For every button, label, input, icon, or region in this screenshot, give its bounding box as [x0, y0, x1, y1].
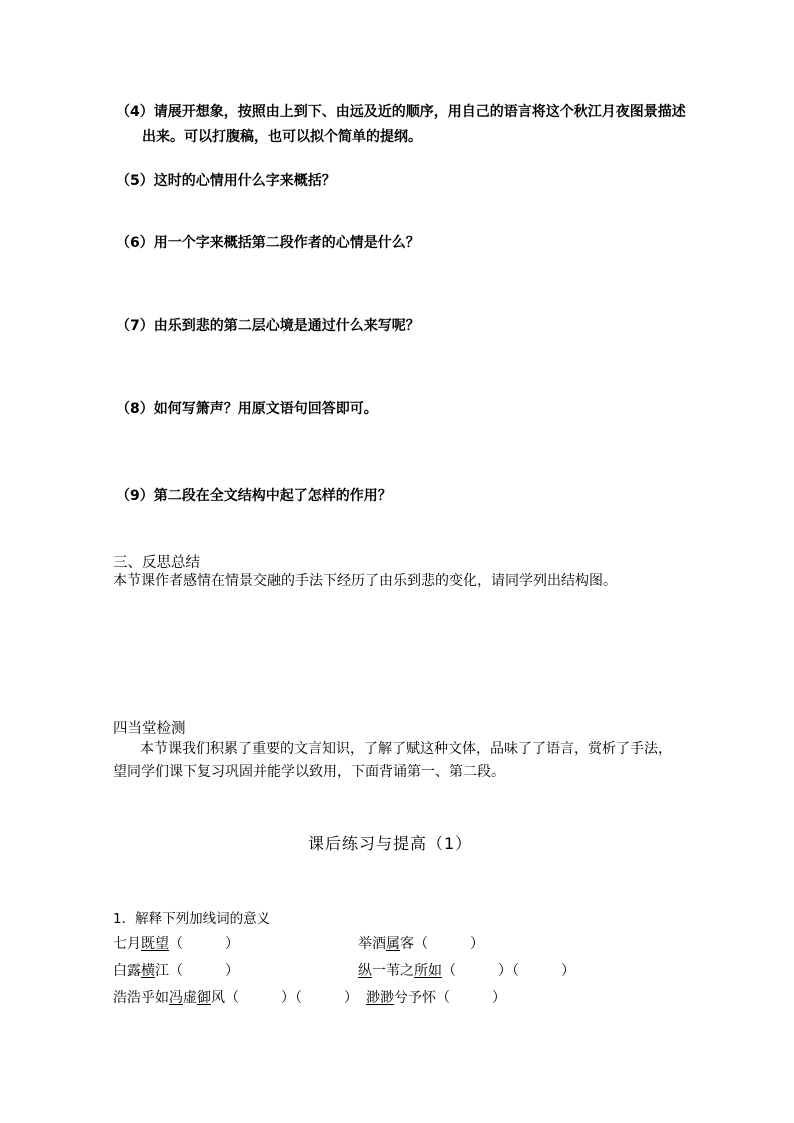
check-text-line2: 望同学们课下复习巩固并能学以致用，下面背诵第一、第二段。 — [113, 764, 505, 780]
question-7 — [116, 315, 420, 335]
question-8-text: （8）如何写箫声？用原文语句回答即可。 — [116, 401, 378, 417]
underlined-word: 既望 — [141, 936, 169, 952]
section-heading-reflection: 三、反思总结 — [113, 555, 200, 571]
question-4-continuation — [142, 126, 422, 146]
question-5-text: （5）这时的心情用什么字来概括？ — [116, 173, 336, 189]
item-text: 一苇之 — [372, 963, 414, 979]
section-heading-check: 四当堂检测 — [113, 721, 186, 737]
question-7-text: （7）由乐到悲的第二层心境是通过什么来写呢？ — [116, 318, 420, 334]
underlined-word: 渺渺 — [366, 990, 394, 1006]
underlined-word: 纵 — [358, 963, 372, 979]
underlined-word: 所如 — [414, 963, 442, 979]
answer-blank: 兮予怀（ ） — [394, 990, 506, 1006]
item-text: 七月 — [113, 936, 141, 952]
answer-blank: 江（ ） — [155, 963, 239, 979]
item-text: 虚 — [183, 990, 197, 1006]
question-4-line2: 出来。可以打腹稿，也可以拟个简单的提纲。 — [142, 129, 422, 145]
question-8 — [116, 398, 378, 418]
question-6 — [116, 232, 420, 252]
question-4 — [116, 101, 686, 121]
answer-blank: 风（ ）（ ） — [211, 990, 358, 1006]
check-text-line1: 本节课我们积累了重要的文言知识，了解了赋这种文体，品味了了语言，赏析了手法， — [140, 741, 672, 757]
underlined-word: 属 — [386, 936, 400, 952]
answer-blank: （ ） — [169, 936, 239, 952]
exercise-title: 课后练习与提高（1） — [308, 834, 473, 853]
exercise-item — [358, 960, 575, 980]
exercise-item — [358, 933, 484, 953]
exercise-q1-instruction: 1．解释下列加线词的意义 — [113, 911, 271, 927]
exercise-item — [113, 987, 358, 1007]
question-9 — [116, 485, 392, 505]
question-5 — [116, 170, 336, 190]
item-text: 举酒 — [358, 936, 386, 952]
underlined-word: 横 — [141, 963, 155, 979]
underlined-word: 御 — [197, 990, 211, 1006]
question-4-line1: （4）请展开想象，按照由上到下、由远及近的顺序，用自己的语言将这个秋江月夜图景描述 — [116, 104, 686, 120]
underlined-word: 冯 — [169, 990, 183, 1006]
exercise-item — [366, 987, 506, 1007]
exercise-item — [113, 933, 239, 953]
exercise-item — [113, 960, 239, 980]
item-text: 浩浩乎如 — [113, 990, 169, 1006]
question-9-text: （9）第二段在全文结构中起了怎样的作用？ — [116, 488, 392, 504]
answer-blank: 客（ ） — [400, 936, 484, 952]
reflection-text: 本节课作者感情在情景交融的手法下经历了由乐到悲的变化，请同学列出结构图。 — [113, 573, 617, 589]
item-text: 白露 — [113, 963, 141, 979]
answer-blank: （ ）（ ） — [442, 963, 575, 979]
question-6-text: （6）用一个字来概括第二段作者的心情是什么？ — [116, 235, 420, 251]
